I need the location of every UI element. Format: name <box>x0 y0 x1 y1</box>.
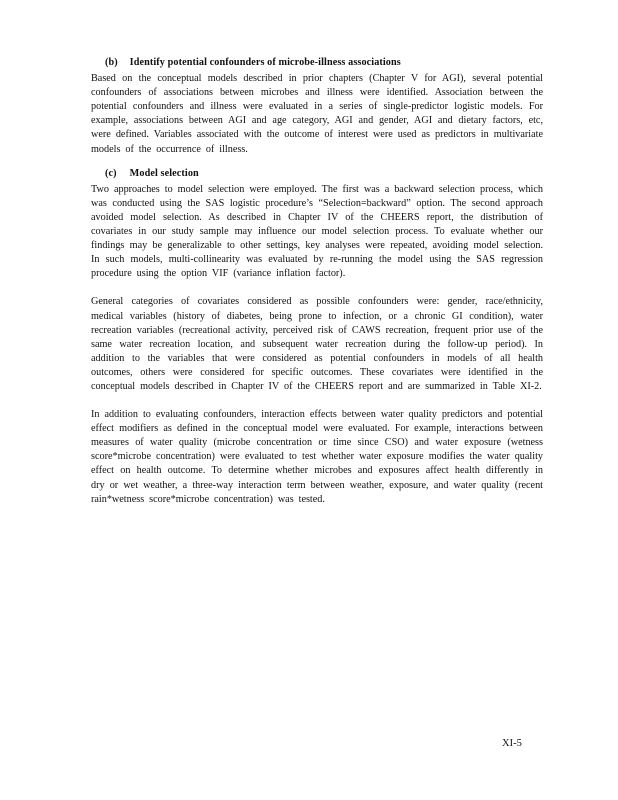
section-heading-c <box>105 167 543 181</box>
section-number-b: (b) <box>105 57 118 68</box>
section-b-paragraph: Based on the conceptual models described in prior chapters (Chapter V for AGI), several potential confounders of associations between microbes and illness were identified. Association between the potential confounders and illness were evaluated in a series of single-predictor logistic models. For example, associations between AGI and age category, AGI and gender, AGI and dietary factors, etc, were defined. Variables associated with the outcome of interest were used as predictors in multivariate models of the occurrence of illness. <box>91 73 543 155</box>
document-body <box>91 56 543 507</box>
section-heading-b <box>105 56 543 70</box>
section-c-paragraph-1: Two approaches to model selection were employed. The first was a backward selection process, which was conducted using the SAS logistic procedure’s “Selection=backward” option. The second approach avoided model selection. As described in Chapter IV of the CHEERS report, the distribution of covariates in our study sample may influence our model selection process. To evaluate whether our findings may be generalizable to other settings, key analyses were repeated, avoiding model selection. In such models, multi-collinearity was evaluated by re-running the model using the SAS regression procedure using the option VIF (variance inflation factor). <box>91 183 543 280</box>
section-number-c: (c) <box>105 167 117 179</box>
section-c-paragraph-3: In addition to evaluating confounders, interaction effects between water quality predictors and potential effect modifiers as defined in the conceptual model were evaluated. For example, interactions between measures of water quality (microbe concentration or time since CSO) and water exposure (wetness score*microbe concentration) were evaluated to test whether water exposure modifies the water quality effect on health outcome. To determine whether microbes and exposures affect health differently in dry or wet weather, a three-way interaction term between weather, exposure, and water quality (recent rain*wetness score*microbe concentration) was tested. <box>91 409 543 505</box>
section-title-b: Identify potential confounders of microbe-illness associations <box>129 57 401 68</box>
section-title-c: Model selection <box>129 167 199 179</box>
section-c-paragraph-2: General categories of covariates considered as possible confounders were: gender, race/ethnicity, medical variables (history of diabetes, being prone to infection, or a chronic GI condition), water recreation variables (recreational activity, perceived risk of CAWS recreation, frequent prior use of the same water recreation location, and subsequent water recreation during the follow-up period). In addition to the variables that were considered as potential confounders in models of all health outcomes, others were considered for specific outcomes. These covariates were identified in the conceptual models described in Chapter IV of the CHEERS report and are summarized in Table XI-2. <box>91 296 543 392</box>
page-number: XI-5 <box>502 738 522 749</box>
